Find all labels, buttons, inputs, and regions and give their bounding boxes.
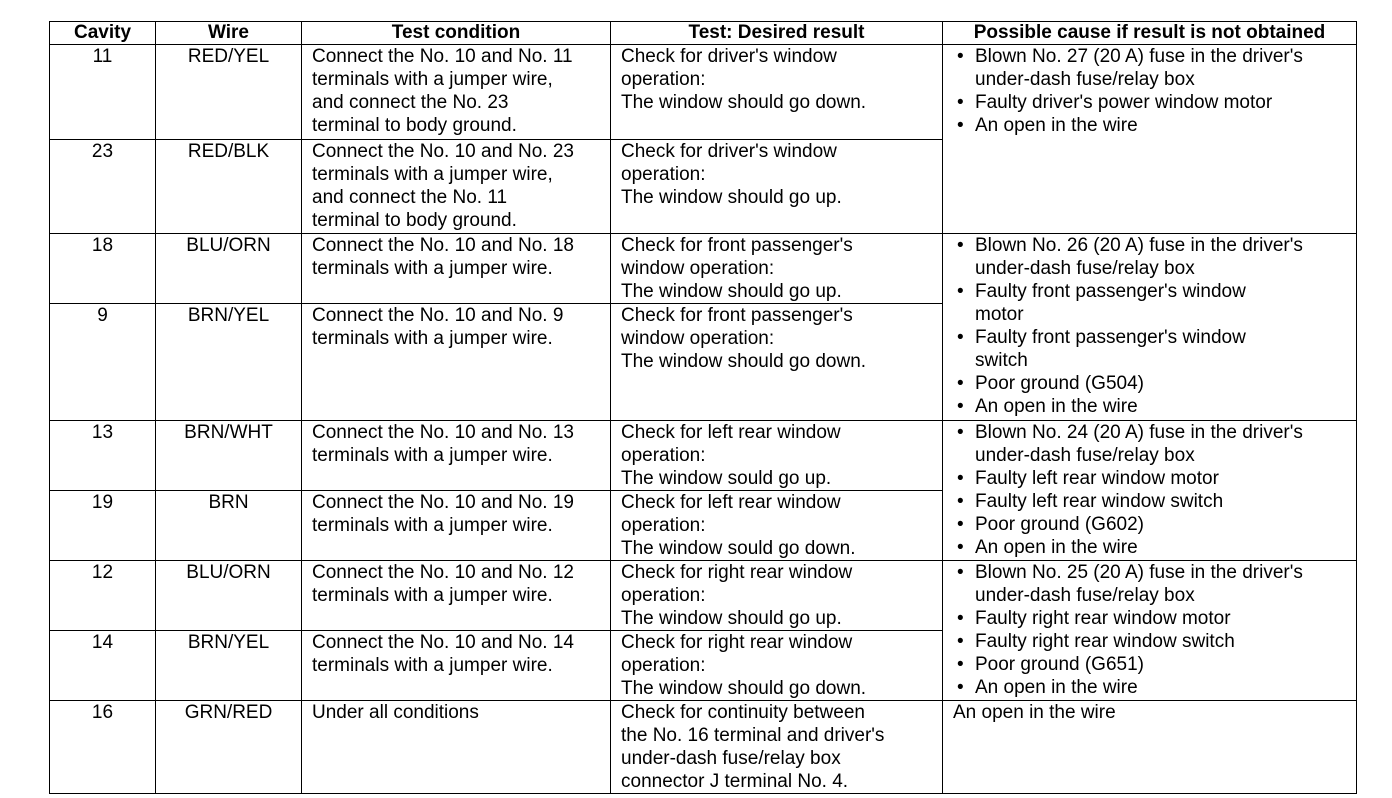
cause-line: • An open in the wire xyxy=(975,115,1138,136)
result-line: Check for driver's window xyxy=(621,141,837,162)
cause-line: switch xyxy=(975,350,1028,371)
condition-line: Connect the No. 10 and No. 11 xyxy=(312,46,573,67)
cause-list xyxy=(953,234,1350,418)
cause-line: • An open in the wire xyxy=(975,396,1138,417)
desired-result-cell xyxy=(611,701,943,794)
cause-list xyxy=(953,561,1350,699)
table-row xyxy=(50,421,1357,491)
result-line: window operation: xyxy=(621,328,775,349)
header-test-condition: Test condition xyxy=(302,22,611,45)
result-line: The window sould go up. xyxy=(621,468,832,489)
cause-list xyxy=(953,421,1350,559)
wire-cell: BLU/ORN xyxy=(156,234,302,304)
condition-line: Under all conditions xyxy=(312,702,479,723)
desired-result-cell xyxy=(611,421,943,491)
result-line: Check for front passenger's xyxy=(621,235,853,256)
header-cavity: Cavity xyxy=(50,22,156,45)
result-line: The window should go up. xyxy=(621,187,842,208)
cause-item xyxy=(953,45,1350,91)
condition-line: terminals with a jumper wire. xyxy=(312,258,553,279)
result-line: operation: xyxy=(621,69,706,90)
cause-item xyxy=(953,513,1350,536)
result-line: operation: xyxy=(621,164,706,185)
wire-cell: BRN/WHT xyxy=(156,421,302,491)
cause-line: under-dash fuse/relay box xyxy=(975,445,1195,466)
condition-line: Connect the No. 10 and No. 12 xyxy=(312,562,574,583)
cause-line: • Faulty left rear window motor xyxy=(975,468,1219,489)
test-condition-cell xyxy=(302,45,611,140)
cavity-cell: 16 xyxy=(50,701,156,794)
result-line: Check for front passenger's xyxy=(621,305,853,326)
wire-cell: RED/BLK xyxy=(156,140,302,234)
desired-result-cell xyxy=(611,491,943,561)
cause-line: • Blown No. 24 (20 A) fuse in the driver's xyxy=(975,422,1303,443)
condition-line: Connect the No. 10 and No. 9 xyxy=(312,305,564,326)
cause-item xyxy=(953,280,1350,326)
result-line: The window sould go down. xyxy=(621,538,856,559)
condition-line: Connect the No. 10 and No. 18 xyxy=(312,235,574,256)
cause-line: under-dash fuse/relay box xyxy=(975,258,1195,279)
result-line: the No. 16 terminal and driver's xyxy=(621,725,885,746)
cause-line: • Blown No. 26 (20 A) fuse in the driver's xyxy=(975,235,1303,256)
cavity-cell: 23 xyxy=(50,140,156,234)
result-line: window operation: xyxy=(621,258,775,279)
result-line: operation: xyxy=(621,655,706,676)
header-row xyxy=(50,22,1357,45)
cause-item xyxy=(953,114,1350,137)
cavity-cell: 19 xyxy=(50,491,156,561)
result-line: Check for continuity between xyxy=(621,702,865,723)
result-line: Check for left rear window xyxy=(621,492,841,513)
table-row xyxy=(50,561,1357,631)
condition-line: and connect the No. 11 xyxy=(312,187,508,208)
result-line: Check for left rear window xyxy=(621,422,841,443)
wire-cell: RED/YEL xyxy=(156,45,302,140)
condition-line: Connect the No. 10 and No. 19 xyxy=(312,492,574,513)
result-line: under-dash fuse/relay box xyxy=(621,748,841,769)
table-row xyxy=(50,234,1357,304)
desired-result-cell xyxy=(611,140,943,234)
cavity-cell: 18 xyxy=(50,234,156,304)
cause-line: • Faulty right rear window motor xyxy=(975,608,1231,629)
condition-line: terminals with a jumper wire, xyxy=(312,164,553,185)
condition-line: Connect the No. 10 and No. 14 xyxy=(312,632,574,653)
test-condition-cell xyxy=(302,304,611,421)
cause-line: • Faulty right rear window switch xyxy=(975,631,1235,652)
cavity-cell: 13 xyxy=(50,421,156,491)
result-line: operation: xyxy=(621,515,706,536)
condition-line: terminals with a jumper wire. xyxy=(312,328,553,349)
test-condition-cell xyxy=(302,234,611,304)
test-condition-cell xyxy=(302,421,611,491)
cause-line: • Faulty driver's power window motor xyxy=(975,92,1273,113)
result-line: Check for right rear window xyxy=(621,632,853,653)
header-wire: Wire xyxy=(156,22,302,45)
test-condition-cell xyxy=(302,491,611,561)
cause-line: • Poor ground (G504) xyxy=(975,373,1144,394)
desired-result-cell xyxy=(611,631,943,701)
power-window-test-table xyxy=(49,21,1357,794)
cause-item xyxy=(953,536,1350,559)
header-possible-cause: Possible cause if result is not obtained xyxy=(943,22,1357,45)
wire-cell: GRN/RED xyxy=(156,701,302,794)
header-desired-result: Test: Desired result xyxy=(611,22,943,45)
cause-line: • An open in the wire xyxy=(975,537,1138,558)
cavity-cell: 9 xyxy=(50,304,156,421)
result-line: The window should go down. xyxy=(621,92,867,113)
cause-item xyxy=(953,653,1350,676)
desired-result-cell xyxy=(611,45,943,140)
result-line: operation: xyxy=(621,445,706,466)
result-line: The window should go down. xyxy=(621,351,867,372)
result-line: The window should go down. xyxy=(621,678,867,699)
condition-line: terminals with a jumper wire. xyxy=(312,515,553,536)
wire-cell: BLU/ORN xyxy=(156,561,302,631)
cause-item xyxy=(953,607,1350,630)
desired-result-cell xyxy=(611,561,943,631)
table-row xyxy=(50,701,1357,794)
cause-line: • Faulty left rear window switch xyxy=(975,491,1224,512)
cause-line: • Faulty front passenger's window xyxy=(975,327,1246,348)
cause-line: • Poor ground (G602) xyxy=(975,514,1144,535)
cause-line: • Poor ground (G651) xyxy=(975,654,1144,675)
cavity-cell: 14 xyxy=(50,631,156,701)
result-line: Check for right rear window xyxy=(621,562,853,583)
cause-item xyxy=(953,372,1350,395)
cavity-cell: 12 xyxy=(50,561,156,631)
cause-item xyxy=(953,467,1350,490)
cause-line: under-dash fuse/relay box xyxy=(975,585,1195,606)
cause-line: under-dash fuse/relay box xyxy=(975,69,1195,90)
cause-item xyxy=(953,395,1350,418)
cause-line: • Faulty front passenger's window xyxy=(975,281,1246,302)
condition-line: terminal to body ground. xyxy=(312,210,517,231)
cause-line: • An open in the wire xyxy=(975,677,1138,698)
result-line: operation: xyxy=(621,585,706,606)
test-condition-cell xyxy=(302,140,611,234)
wire-cell: BRN/YEL xyxy=(156,304,302,421)
cause-item xyxy=(953,490,1350,513)
condition-line: terminals with a jumper wire, xyxy=(312,69,553,90)
possible-cause-cell xyxy=(943,234,1357,421)
cause-item xyxy=(953,91,1350,114)
condition-line: and connect the No. 23 xyxy=(312,92,509,113)
cause-list xyxy=(953,45,1350,137)
test-condition-cell xyxy=(302,701,611,794)
condition-line: terminals with a jumper wire. xyxy=(312,655,553,676)
cavity-cell: 11 xyxy=(50,45,156,140)
cause-line: motor xyxy=(975,304,1024,325)
result-line: The window should go up. xyxy=(621,281,842,302)
condition-line: terminals with a jumper wire. xyxy=(312,585,553,606)
test-condition-cell xyxy=(302,631,611,701)
condition-line: Connect the No. 10 and No. 13 xyxy=(312,422,574,443)
condition-line: Connect the No. 10 and No. 23 xyxy=(312,141,574,162)
wire-cell: BRN/YEL xyxy=(156,631,302,701)
possible-cause-cell xyxy=(943,701,1357,794)
result-line: The window should go up. xyxy=(621,608,842,629)
cause-line: An open in the wire xyxy=(953,702,1116,723)
result-line: Check for driver's window xyxy=(621,46,837,67)
cause-item xyxy=(953,421,1350,467)
cause-item xyxy=(953,326,1350,372)
cause-line: • Blown No. 27 (20 A) fuse in the driver's xyxy=(975,46,1303,67)
table-row xyxy=(50,45,1357,140)
test-condition-cell xyxy=(302,561,611,631)
cause-item xyxy=(953,676,1350,699)
wire-cell: BRN xyxy=(156,491,302,561)
result-line: connector J terminal No. 4. xyxy=(621,771,849,792)
cause-item xyxy=(953,561,1350,607)
possible-cause-cell xyxy=(943,561,1357,701)
desired-result-cell xyxy=(611,234,943,304)
cause-item xyxy=(953,234,1350,280)
condition-line: terminals with a jumper wire. xyxy=(312,445,553,466)
possible-cause-cell xyxy=(943,45,1357,234)
possible-cause-cell xyxy=(943,421,1357,561)
condition-line: terminal to body ground. xyxy=(312,115,517,136)
cause-item xyxy=(953,630,1350,653)
cause-line: • Blown No. 25 (20 A) fuse in the driver's xyxy=(975,562,1303,583)
desired-result-cell xyxy=(611,304,943,421)
